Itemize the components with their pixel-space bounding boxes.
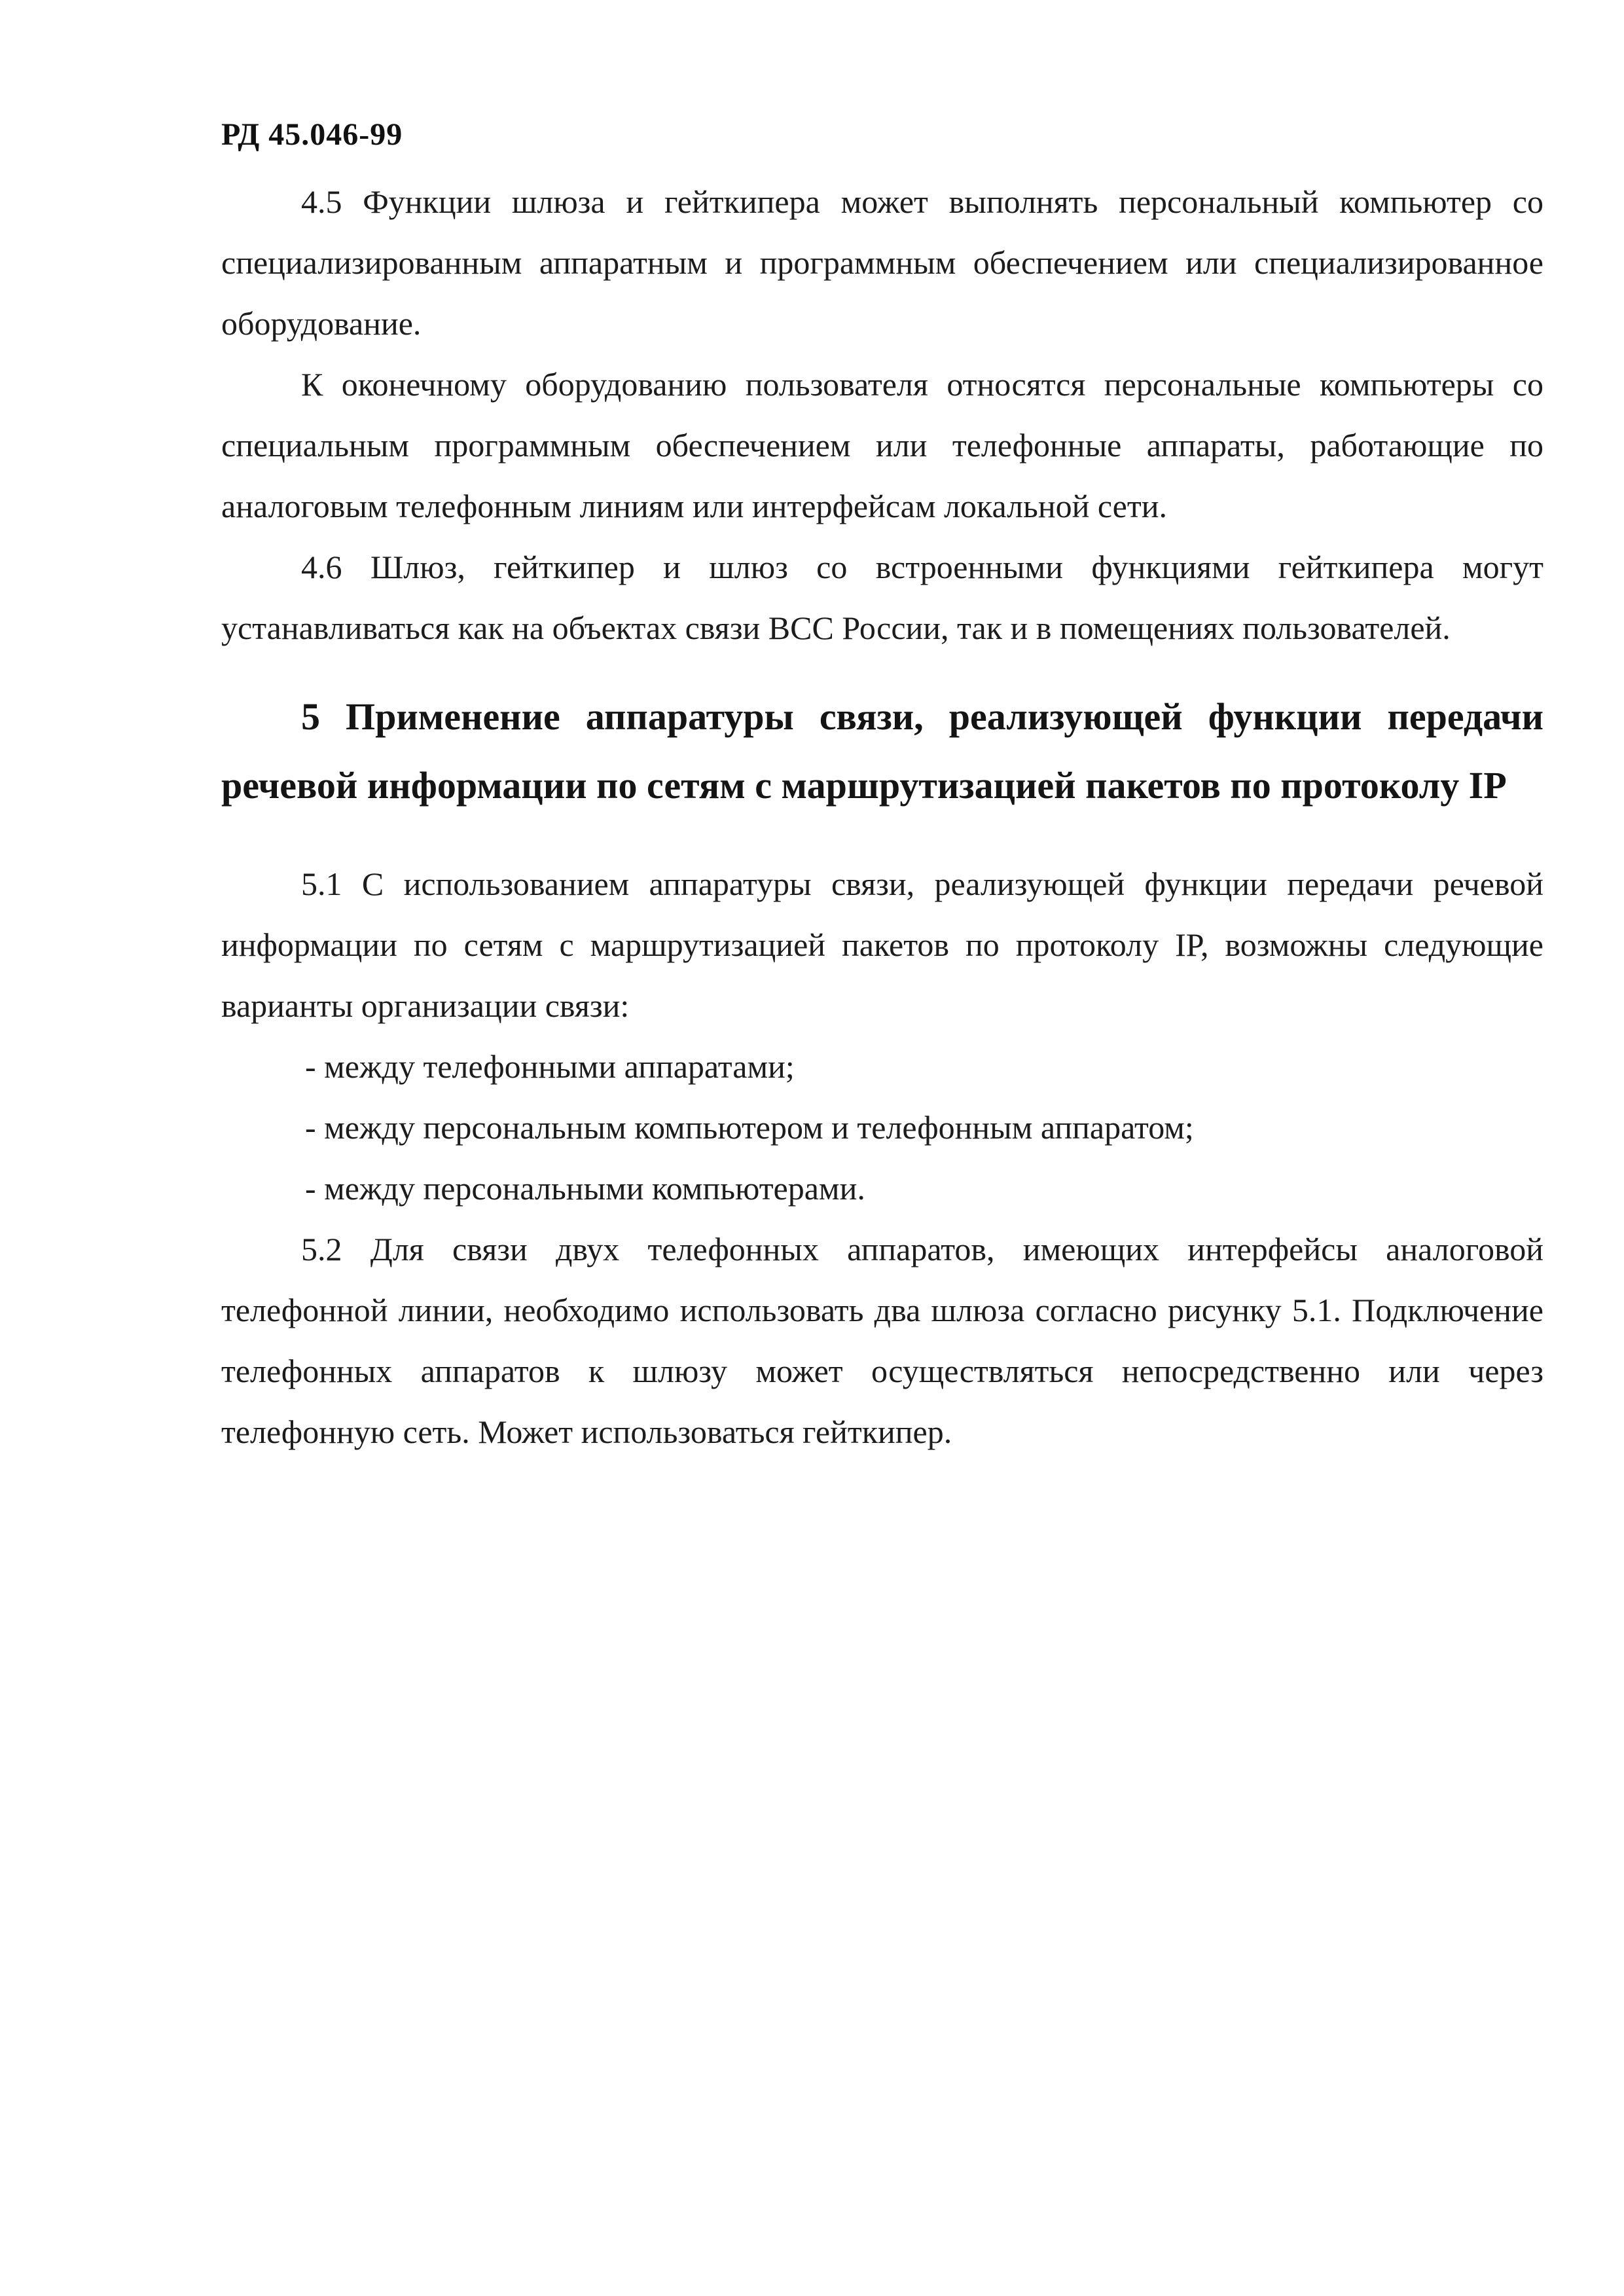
paragraph-5-2: 5.2 Для связи двух телефонных аппаратов, имеющих интерфейсы аналоговой телефонной линии, необходимо использовать два шлюза согласно рисунку 5.1. Подключение телефонных аппаратов к шлюзу может осуществляться непосредственно или через телефонную сеть. Может использоваться гейткипер. xyxy=(221,1231,1543,1450)
paragraph-terminal-equipment: К оконечному оборудованию пользователя относятся персональные компьютеры со специальным программным обеспечением или телефонные аппараты, работающие по аналоговым телефонным линиям или интерфейсам локальной сети. xyxy=(221,366,1543,524)
paragraph-4-6: 4.6 Шлюз, гейткипер и шлюз со встроенными функциями гейткипера могут устанавливаться как на объектах связи ВСС России, так и в помещениях пользователей. xyxy=(221,549,1543,646)
paragraph-4-5: 4.5 Функции шлюза и гейткипера может выполнять персональный компьютер со специализированным аппаратным и программным обеспечением или специализированное оборудование. xyxy=(221,183,1543,342)
list-item: - между телефонными аппаратами; xyxy=(305,1048,795,1085)
list-item: - между персональными компьютерами. xyxy=(305,1170,865,1207)
list-item: - между персональным компьютером и телефонным аппаратом; xyxy=(305,1109,1194,1146)
paragraph-5-1: 5.1 С использованием аппаратуры связи, реализующей функции передачи речевой информации по сетям с маршрутизацией пакетов по протоколу IP, возможны следующие варианты организации связи: xyxy=(221,866,1543,1024)
connection-variants-list xyxy=(221,1036,1543,1219)
document-body xyxy=(221,172,1543,1463)
section-5-heading: 5 Применение аппаратуры связи, реализующей функции передачи речевой информации по сетям с маршрутизацией пакетов по протоколу IP xyxy=(221,695,1543,807)
document-code: РД 45.046-99 xyxy=(221,117,403,152)
section-spacer xyxy=(221,820,1543,854)
